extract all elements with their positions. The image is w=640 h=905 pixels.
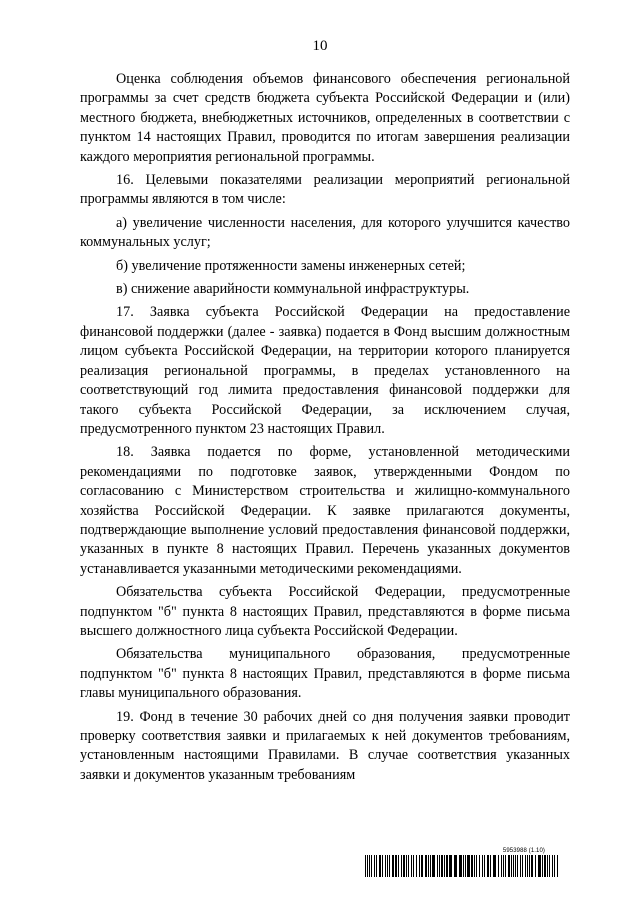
document-body [80,70,570,785]
document-code: 5953988 (1.10) [502,848,545,854]
paragraph: Обязательства муниципального образования, предусмотренные подпунктом "б" пункта 8 настоящих Правил, представляются в форме письма главы муниципального образования. [80,646,570,702]
paragraph: 19. Фонд в течение 30 рабочих дней со дня получения заявки проводит проверку соответствия заявки и прилагаемых к ней документов требованиям, установленным настоящими Правилами. В случае соответствия указанных заявки и документов указанным требованиям [80,708,570,783]
paragraph: Оценка соблюдения объемов финансового обеспечения региональной программы за счет средств бюджета субъекта Российской Федерации и (или) местного бюджета, внебюджетных источников, определенных в соответствии с пунктом 14 настоящих Правил, проводится по итогам завершения реализации каждого мероприятия региональной программы. [80,71,570,165]
paragraph: 18. Заявка подается по форме, установленной методическими рекомендациями по подготовке заявок, утвержденными Фондом по согласованию с Министерством строительства и жилищно-коммунального хозяйства Российской Федерации. К заявке прилагаются документы, подтверждающие выполнение условий предоставления финансовой поддержки, указанных в пункте 8 настоящих Правил. Перечень указанных документов устанавливается указанными методическими рекомендациями. [80,444,570,577]
paragraph: б) увеличение протяженности замены инженерных сетей; [116,257,466,274]
paragraph: а) увеличение численности населения, для которого улучшится качество коммунальных услуг; [80,214,570,251]
paragraph: Обязательства субъекта Российской Федерации, предусмотренные подпунктом "б" пункта 8 настоящих Правил, представляются в форме письма высшего должностного лица субъекта Российской Федерации. [80,584,570,639]
page-number: 10 [312,38,328,54]
barcode-icon [365,855,561,877]
paragraph: 16. Целевыми показателями реализации мероприятий региональной программы являются в том числе: [80,172,570,208]
paragraph: 17. Заявка субъекта Российской Федерации на предоставление финансовой поддержки (далее - заявка) подается в Фонд высшим должностным лицом субъекта Российской Федерации, на территории которого планируется реализация региональной программы, в пределах установленного на соответствующий год лимита предоставления финансовой поддержки для такого субъекта Российской Федерации, за исключением случая, предусмотренного пунктом 23 настоящих Правил. [80,304,570,437]
paragraph: в) снижение аварийности коммунальной инфраструктуры. [116,281,470,298]
